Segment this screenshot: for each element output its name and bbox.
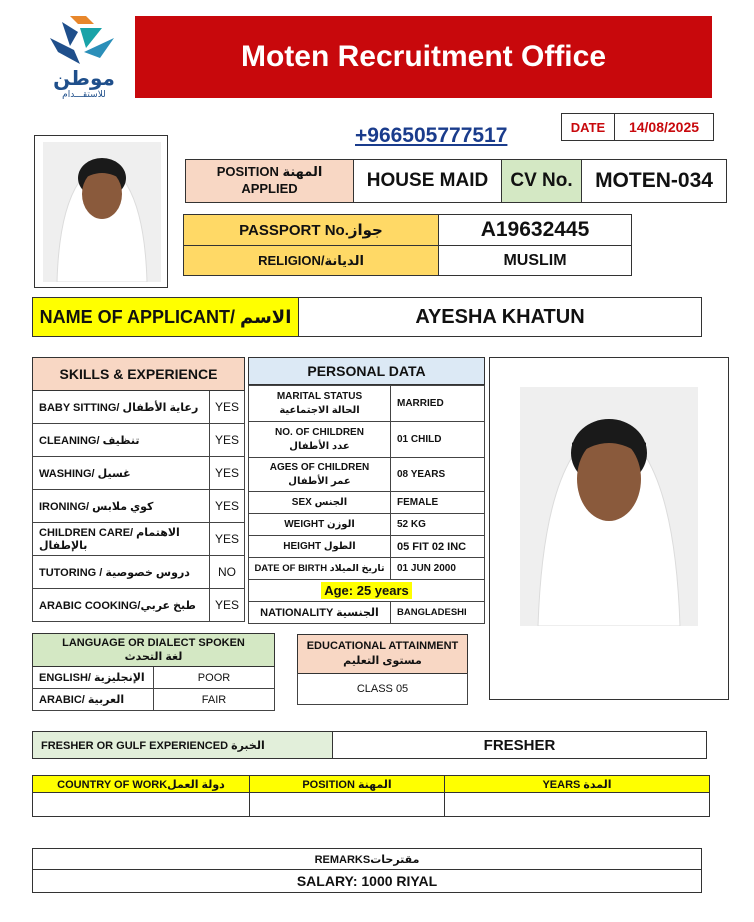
skill-value: YES — [214, 400, 239, 414]
experience-label: FRESHER OR GULF EXPERIENCED الخبرة — [32, 731, 333, 759]
language-level: FAIR — [201, 693, 227, 706]
education-value: CLASS 05 — [297, 673, 468, 705]
skill-label: TUTORING / دروس خصوصية — [33, 556, 210, 588]
experience-value: FRESHER — [332, 731, 707, 759]
education-title-ar: مستوى التعليم — [343, 655, 422, 667]
skill-label: CHILDREN CARE/ الاهتمام بالإطفال — [33, 523, 210, 555]
skill-value: YES — [214, 598, 239, 612]
skill-label: WASHING/ غسيل — [33, 457, 210, 489]
skill-row — [32, 457, 245, 490]
language-label: ENGLISH/ الإنجليزية — [33, 667, 154, 688]
marital-status-value: MARRIED — [391, 386, 485, 422]
children-count-label — [249, 422, 391, 458]
language-title-ar: لغة التحدث — [124, 651, 183, 663]
logo-arabic-subtitle: للاستقـــدام — [62, 90, 106, 100]
skill-row — [32, 490, 245, 523]
skill-label: ARABIC COOKING/طبخ عربي — [33, 589, 210, 621]
marital-status-label-ar: الحالة الاجتماعية — [279, 404, 360, 416]
skill-value: YES — [214, 499, 239, 513]
work-country-header: COUNTRY OF WORKدولة العمل — [32, 775, 250, 793]
language-table-title — [32, 633, 275, 667]
sex-value: FEMALE — [391, 492, 485, 514]
religion-value: MUSLIM — [438, 245, 632, 276]
skill-value: YES — [214, 433, 239, 447]
children-ages-label — [249, 458, 391, 492]
cv-number-value: MOTEN-034 — [581, 159, 727, 203]
nationality-label: NATIONALITY الجنسية — [249, 602, 391, 624]
personal-data-title: PERSONAL DATA — [248, 357, 485, 385]
skill-row — [32, 556, 245, 589]
phone-number[interactable]: +966505777517 — [355, 124, 508, 147]
applicant-name-label: NAME OF APPLICANT/ الاسم — [32, 297, 299, 337]
applicant-full-portrait-icon — [520, 387, 698, 626]
weight-label: WEIGHT الوزن — [249, 514, 391, 536]
applicant-photo-large — [489, 357, 729, 700]
skills-table — [32, 357, 245, 622]
marital-status-label-en: MARITAL STATUS — [276, 391, 363, 402]
children-ages-value: 08 YEARS — [391, 458, 485, 492]
children-count-label-en: NO. OF CHILDREN — [275, 427, 364, 438]
language-table — [32, 633, 275, 711]
logo-emblem-icon — [40, 12, 124, 74]
date-of-birth-label: DATE OF BIRTH تاريخ الميلاد — [249, 558, 391, 580]
skill-label: CLEANING/ تنظيف — [33, 424, 210, 456]
weight-value: 52 KG — [391, 514, 485, 536]
skill-label: BABY SITTING/ رعاية الأطفال — [33, 391, 210, 423]
company-logo — [40, 12, 124, 104]
position-label: POSITION المهنة APPLIED — [185, 159, 354, 203]
work-years-header: YEARS المدة — [444, 775, 710, 793]
passport-value: A19632445 — [438, 214, 632, 246]
applicant-portrait-icon — [43, 142, 161, 282]
language-label: ARABIC/ العربية — [33, 689, 154, 710]
skill-label: IRONING/ كوي ملابس — [33, 490, 210, 522]
personal-data-table — [248, 357, 485, 624]
height-label: HEIGHT الطول — [249, 536, 391, 558]
language-row — [32, 667, 275, 689]
salary-value: SALARY: 1000 RIYAL — [32, 869, 702, 893]
education-title-en: EDUCATIONAL ATTAINMENT — [306, 640, 459, 653]
skill-row — [32, 424, 245, 457]
nationality-value: BANGLADESHI — [391, 602, 485, 624]
language-row — [32, 689, 275, 711]
page-title: Moten Recruitment Office — [240, 40, 607, 73]
language-title-en: LANGUAGE OR DIALECT SPOKEN — [62, 636, 245, 649]
skill-row — [32, 391, 245, 424]
children-ages-label-en: AGES OF CHILDREN — [269, 462, 370, 473]
logo-arabic-name: موطن — [53, 66, 115, 90]
applicant-photo-small — [34, 135, 168, 288]
date-label: DATE — [561, 113, 615, 141]
skills-table-title: SKILLS & EXPERIENCE — [32, 357, 245, 391]
passport-label: PASSPORT No.جواز — [183, 214, 439, 246]
skill-row — [32, 523, 245, 556]
education-title — [297, 634, 468, 674]
age-text: Age: 25 years — [321, 582, 412, 599]
language-level: POOR — [197, 671, 231, 684]
position-value: HOUSE MAID — [353, 159, 502, 203]
children-ages-label-ar: عمر الأطفال — [288, 475, 351, 487]
sex-label: SEX الجنس — [249, 492, 391, 514]
skill-value: YES — [214, 466, 239, 480]
page-title-banner — [135, 16, 712, 98]
work-country-cell — [32, 792, 250, 817]
marital-status-label — [249, 386, 391, 422]
date-of-birth-value: 01 JUN 2000 — [391, 558, 485, 580]
skill-row — [32, 589, 245, 622]
date-value: 14/08/2025 — [614, 113, 714, 141]
remarks-label: REMARKSمقترحات — [32, 848, 702, 870]
work-position-cell — [249, 792, 445, 817]
skill-value: YES — [214, 532, 239, 546]
age-row — [249, 580, 485, 602]
education-table — [297, 634, 468, 695]
religion-label: RELIGION/الديانة — [183, 245, 439, 276]
work-years-cell — [444, 792, 710, 817]
applicant-name-value: AYESHA KHATUN — [298, 297, 702, 337]
cv-number-label: CV No. — [501, 159, 582, 203]
skill-value: NO — [218, 565, 236, 579]
children-count-value: 01 CHILD — [391, 422, 485, 458]
children-count-label-ar: عدد الأطفال — [289, 440, 350, 452]
height-value: 05 FIT 02 INC — [391, 536, 485, 558]
work-position-header: POSITION المهنة — [249, 775, 445, 793]
